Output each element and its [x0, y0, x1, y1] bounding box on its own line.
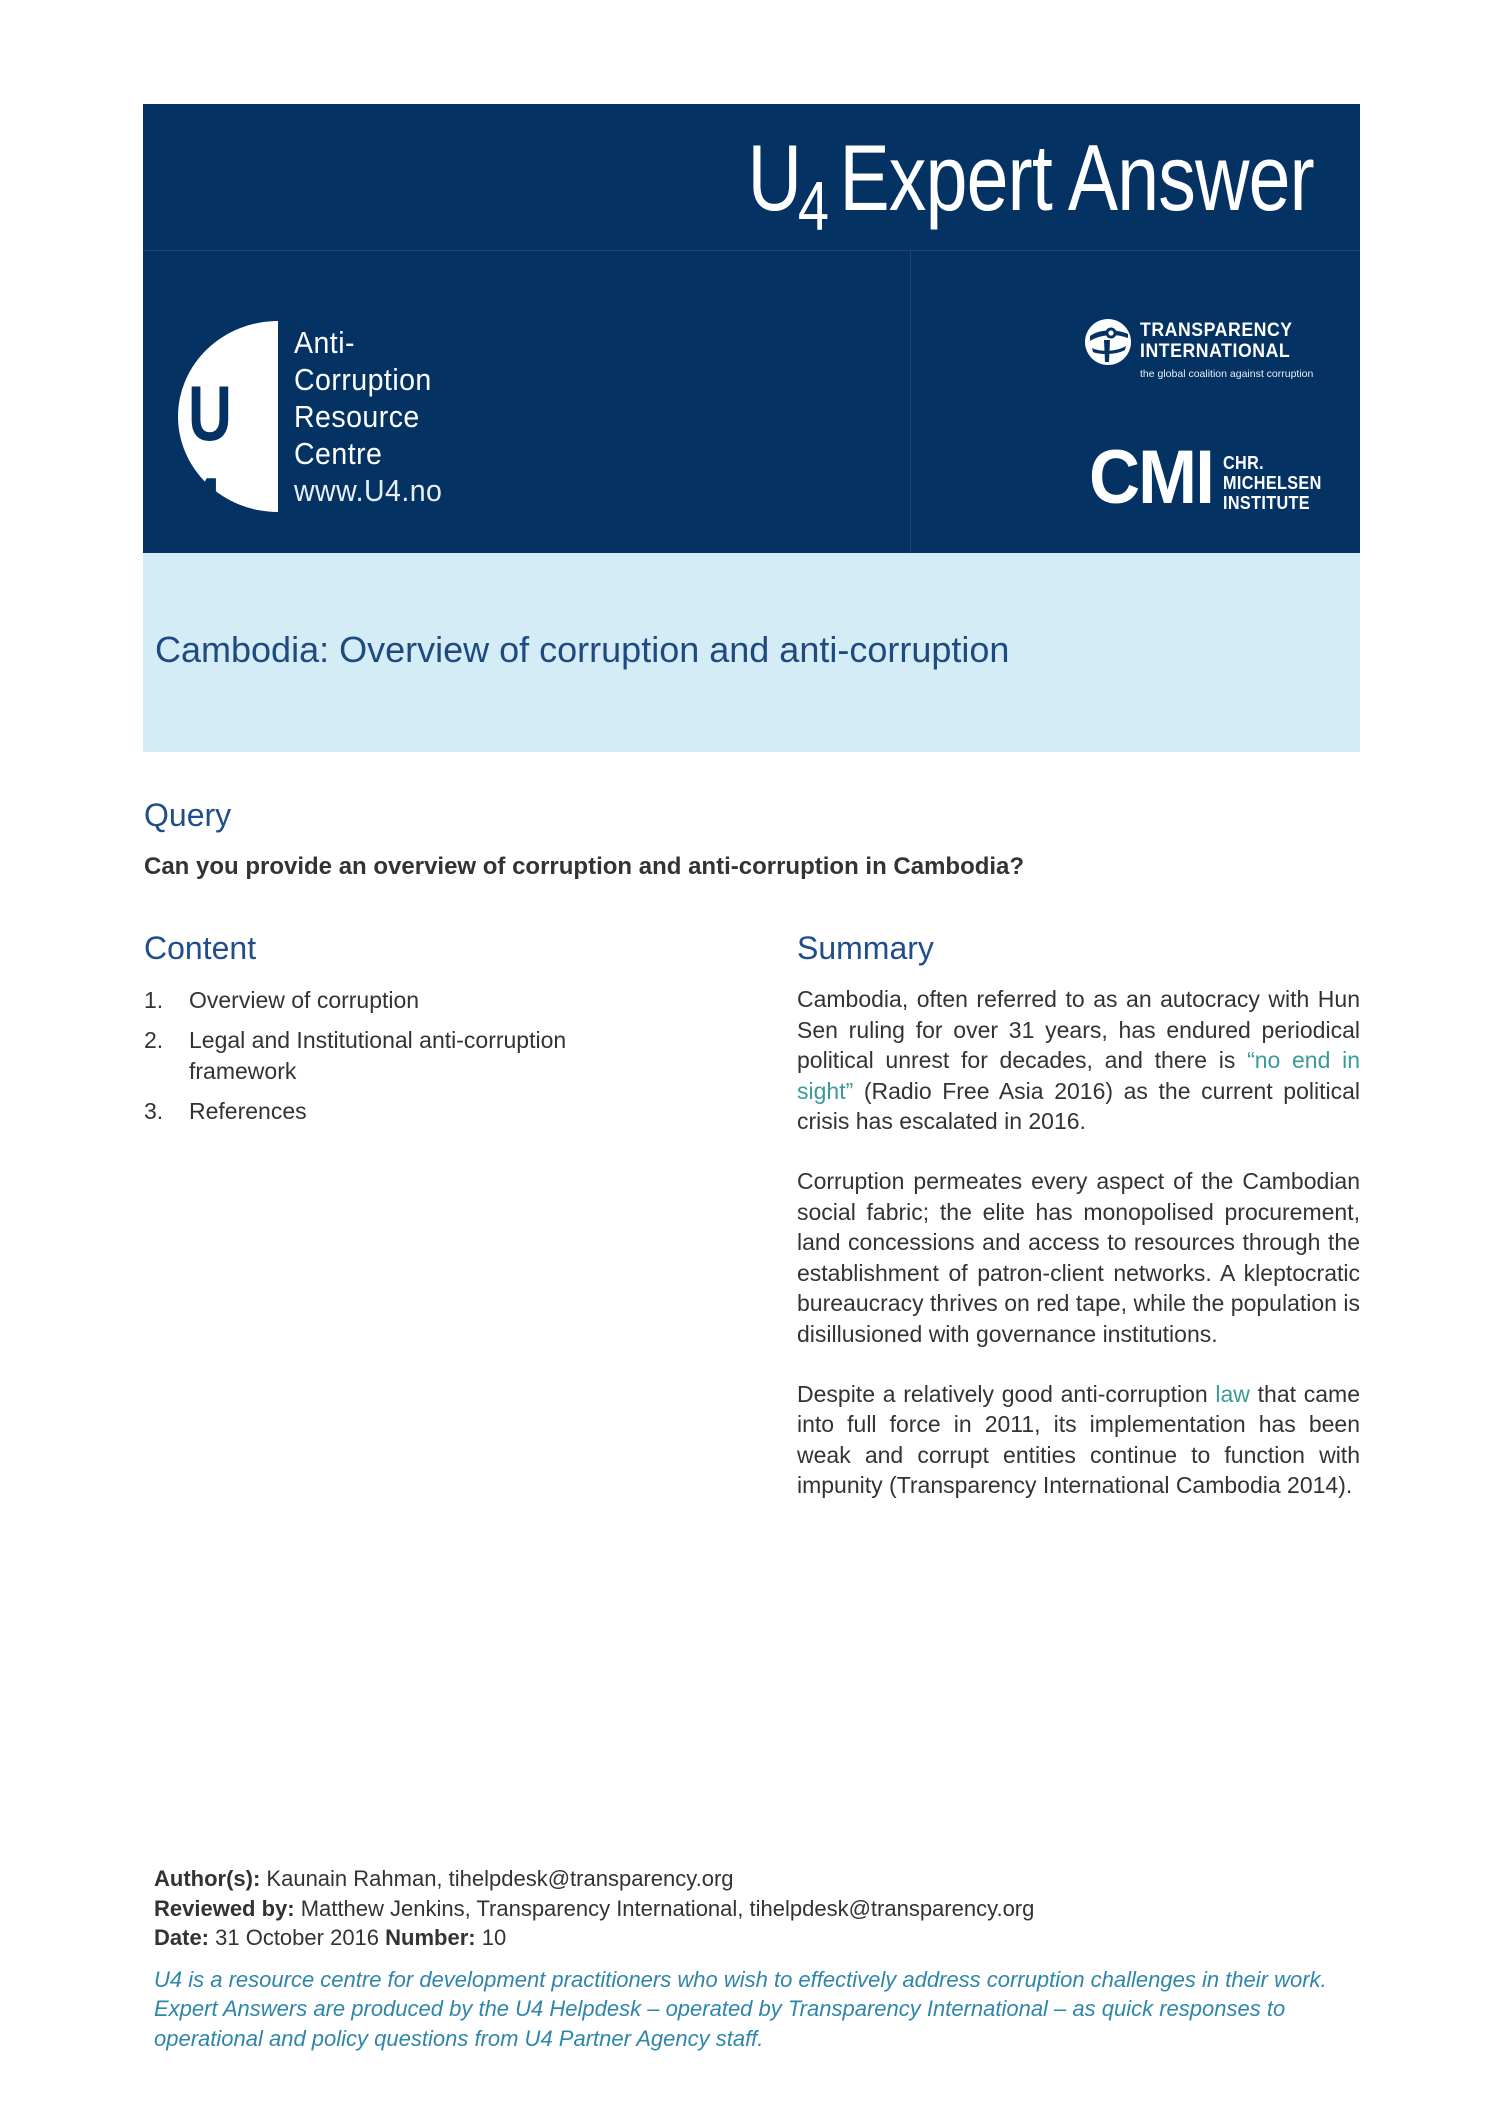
u4-logo-line: Corruption: [294, 362, 432, 397]
date-number-row: [154, 1923, 1384, 1953]
u4-logo: [178, 321, 278, 549]
header-divider-vertical: [910, 250, 911, 553]
u4-mark-u: U: [188, 369, 229, 457]
transparency-international-logo: [1084, 317, 1344, 383]
query-heading: Query: [144, 797, 232, 833]
u4-url-link[interactable]: www.U4.no: [294, 473, 443, 508]
ti-name-line2: INTERNATIONAL: [1140, 341, 1291, 362]
summary-text: Cambodia, often referred to as an autocracy with Hun Sen ruling for over 31 years, has endured periodical political unrest for decades, and there is: [797, 986, 1360, 1074]
summary-paragraph: [797, 1379, 1360, 1501]
u4-logo-text: [294, 324, 455, 509]
summary-paragraph: Corruption permeates every aspect of the Cambodian social fabric; the elite has monopolised procurement, land concessions and access to resources through the establishment of patron-client networks. A kleptocratic bureaucracy thrives on red tape, while the population is disillusioned with governance institutions.: [797, 1167, 1360, 1347]
content-list: [144, 985, 644, 1136]
cmi-name-line: CHR.: [1223, 453, 1265, 473]
cmi-mark: CMI: [1089, 435, 1213, 520]
date-value: 31 October 2016: [209, 1925, 386, 1950]
content-item-label: Overview of corruption: [189, 987, 420, 1013]
reviewer-label: Reviewed by:: [154, 1895, 295, 1921]
cmi-name-line: MICHELSEN: [1223, 473, 1322, 493]
no-end-in-sight-link[interactable]: “no end in sight”: [797, 1047, 1360, 1104]
content-item-label: References: [189, 1098, 307, 1124]
series-title-u: U: [747, 125, 802, 230]
author-row: [154, 1864, 1384, 1894]
summary-text: Despite a relatively good anti-corruption: [797, 1380, 1216, 1407]
u4-description-note: U4 is a resource centre for development practitioners who wish to effectively address corruption challenges in their work. Expert Answers are produced by the U4 Helpdesk – operated by Transparency International – as quick responses to operational and policy questions from U4 Partner Agency staff.: [154, 1966, 1327, 2051]
reviewer-value: Matthew Jenkins, Transparency International, tihelpdesk@transparency.org: [294, 1895, 1035, 1921]
reviewer-row: [154, 1894, 1384, 1924]
summary-text: (Radio Free Asia 2016) as the current political crisis has escalated in 2016.: [797, 1077, 1360, 1135]
content-item[interactable]: [144, 985, 644, 1016]
summary-heading: Summary: [797, 930, 934, 966]
query-text: Can you provide an overview of corruption and anti-corruption in Cambodia?: [144, 853, 1025, 880]
u4-logo-line: Centre: [294, 436, 383, 471]
cmi-name-line: INSTITUTE: [1223, 493, 1310, 513]
summary-paragraph: [797, 984, 1360, 1137]
u4-logo-line: Resource: [294, 399, 420, 434]
u4-logo-mark: [188, 369, 258, 549]
series-title: [747, 118, 1314, 245]
document-title: Cambodia: Overview of corruption and anti-corruption: [155, 629, 1010, 670]
ti-globe-icon: [1084, 318, 1132, 366]
series-title-rest: Expert Answer: [839, 125, 1314, 230]
summary-text: that came into full force in 2011, its implementation has been weak and corrupt entities continue to function with impunity (Transparency International Cambodia 2014).: [797, 1380, 1360, 1499]
footer: [154, 1864, 1384, 2053]
cmi-name: [1223, 453, 1322, 513]
content-item-number: 2.: [144, 1027, 164, 1053]
header-divider-horizontal: [143, 250, 1360, 251]
date-label: Date:: [154, 1925, 210, 1950]
content-item[interactable]: [144, 1025, 644, 1087]
content-item[interactable]: [144, 1096, 644, 1127]
content-item-label: Legal and Institutional anti-corruption framework: [189, 1027, 567, 1084]
number-label: Number:: [385, 1925, 476, 1950]
content-item-number: 3.: [144, 1098, 164, 1124]
author-label: Author(s):: [154, 1866, 261, 1891]
author-value: Kaunain Rahman, tihelpdesk@transparency.org: [260, 1866, 734, 1891]
cmi-logo: [1089, 435, 1349, 520]
series-title-4: 4: [798, 167, 829, 245]
content-heading: Content: [144, 930, 257, 966]
law-link[interactable]: law: [1215, 1380, 1250, 1407]
u4-mark-4: 4: [188, 461, 219, 549]
title-band: [143, 553, 1360, 752]
number-value: 10: [475, 1925, 507, 1950]
ti-name: [1140, 320, 1293, 362]
summary-body: [797, 984, 1360, 1530]
u4-logo-line: Anti-: [294, 325, 355, 360]
ti-name-line1: TRANSPARENCY: [1140, 320, 1293, 341]
ti-tagline: the global coalition against corruption: [1140, 368, 1314, 380]
content-item-number: 1.: [144, 987, 164, 1013]
